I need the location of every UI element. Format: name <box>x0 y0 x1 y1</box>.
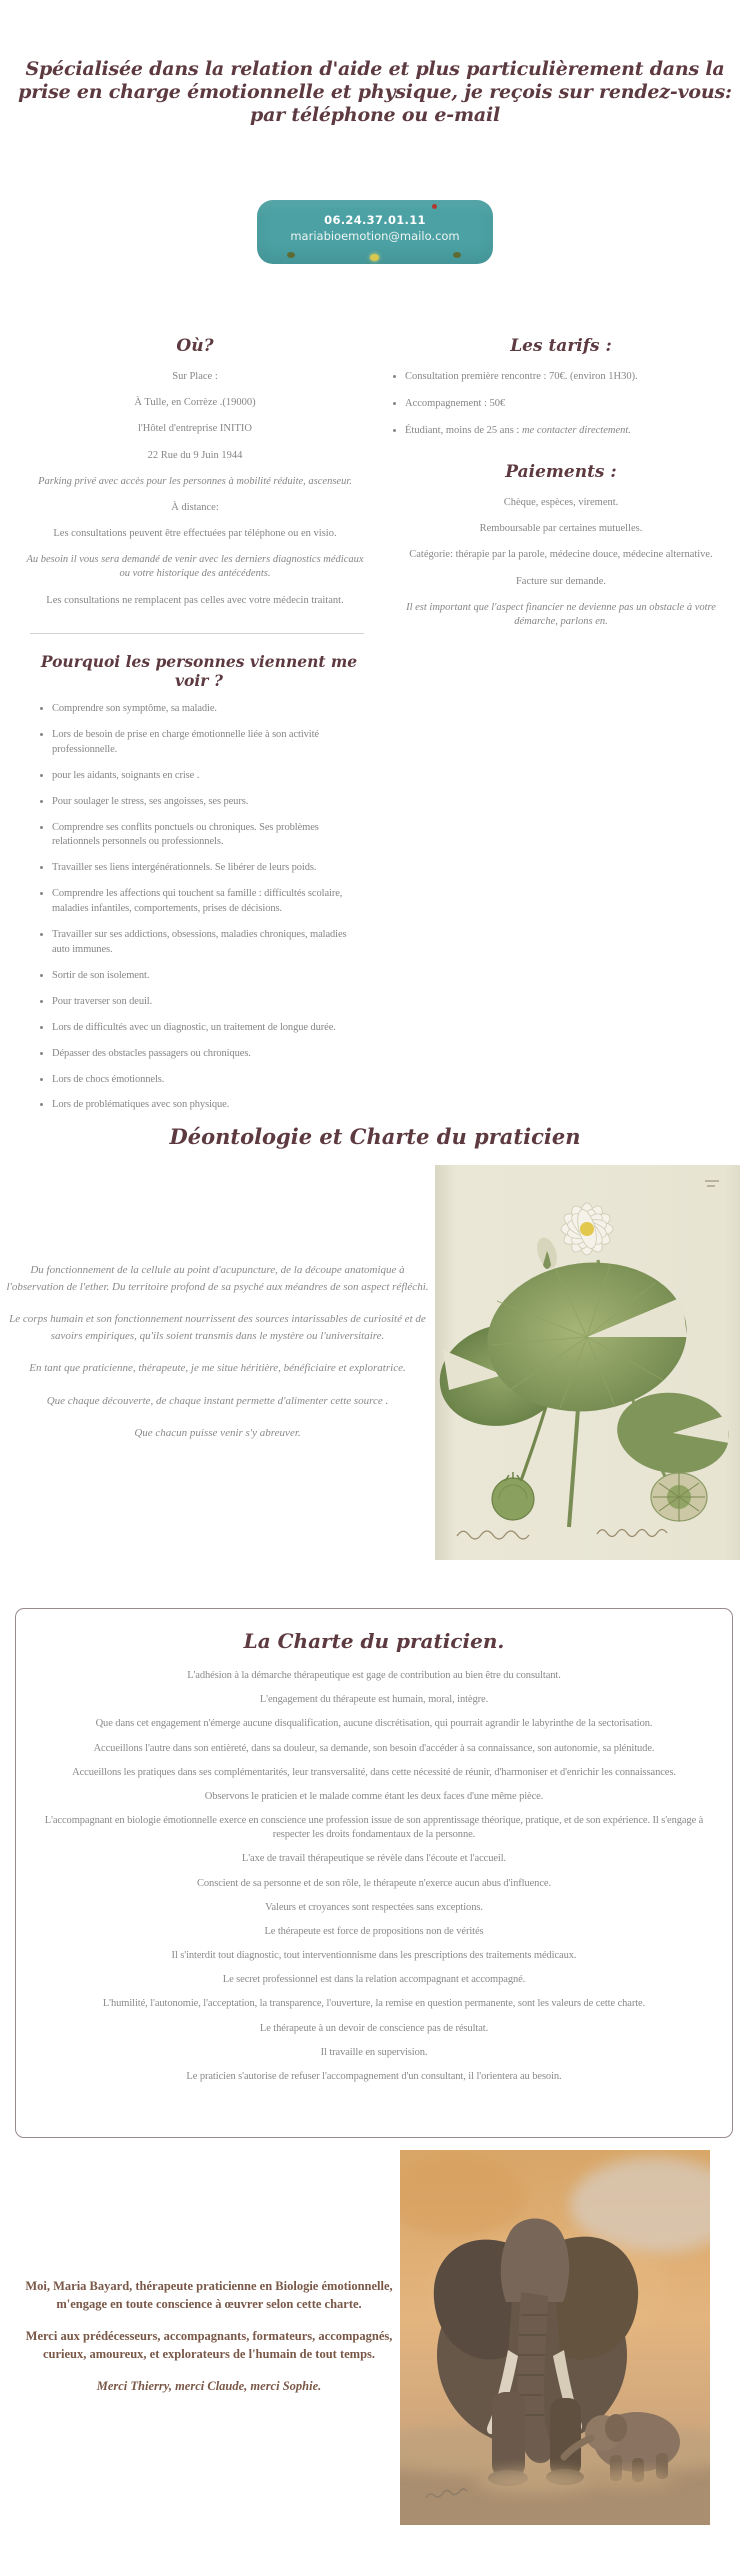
thanks-names: Merci Thierry, merci Claude, merci Sophie. <box>96 2379 322 2393</box>
tarif-item <box>405 370 739 384</box>
section-paiements <box>383 462 739 641</box>
charte-line: Valeurs et croyances sont respectées sans exceptions. <box>265 1901 483 1913</box>
why-bullet: • Dépasser des obstacles passagers ou chroniques. <box>52 1047 362 1062</box>
charte-line: Le praticien s'autorise de refuser l'accompagnement d'un consultant, il l'orientera au besoin. <box>186 2070 562 2082</box>
charte-line: Le secret professionnel est dans la relation accompagnant et accompagné. <box>222 1974 526 1986</box>
deontologie-paragraph: Que chaque découverte, de chaque instant permette d'alimenter cette source . <box>46 1394 389 1407</box>
why-bullet: • Lors de chocs émotionnels. <box>52 1073 362 1088</box>
where-line: 22 Rue du 9 Juin 1944 <box>147 449 243 461</box>
where-heading: Où? <box>176 336 214 356</box>
charte-line: Le thérapeute est force de propositions non de vérités <box>264 1925 484 1937</box>
deontologie-paragraph: Du fonctionnement de la cellule au point d'acupuncture, de la découpe anatomique à l'observation de l'ether. Du territoire profond de sa psyché aux méandres de son aspect réfléchi. <box>6 1264 429 1293</box>
charte-line: Il s'interdit tout diagnostic, tout interventionnisme dans les prescriptions des traitements médicaux. <box>171 1950 577 1962</box>
why-bullet: • Lors de difficultés avec un diagnostic, un traitement de longue durée. <box>52 1021 362 1036</box>
paiement-line: Catégorie: thérapie par la parole, médecine douce, médecine alternative. <box>409 549 713 561</box>
phone-number[interactable]: 06.24.37.01.11 <box>324 213 426 227</box>
elephant-painting <box>400 2150 710 2525</box>
medical-note: Au besoin il vous sera demandé de venir avec les derniers diagnostics médicaux ou votre historique des antécédents. <box>26 554 364 580</box>
why-bullet: • Travailler ses liens intergénérationnels. Se libérer de leurs poids. <box>52 861 362 876</box>
charte-line: Que dans cet engagement n'émerge aucune disqualification, aucune discrétisation, qui pourrait agrandir le labyrinthe de la sectorisation. <box>95 1718 653 1730</box>
charte-line: Il travaille en supervision. <box>320 2046 428 2058</box>
section-why <box>36 652 362 1124</box>
deontologie-text <box>5 1262 430 1458</box>
tarif-text: Consultation première rencontre : 70€. (environ 1H30). <box>405 371 638 382</box>
why-bullet: • Pour soulager le stress, ses angoisses, ses peurs. <box>52 795 362 810</box>
thanks-paragraph: Merci aux prédécesseurs, accompagnants, formateurs, accompagnés, curieux, amoureux, et explorateurs de l'humain de tout temps. <box>25 2329 393 2361</box>
why-bullet: • Comprendre ses conflits ponctuels ou chroniques. Ses problèmes relationnels personnels ou professionnels. <box>52 821 362 851</box>
why-bullet: • pour les aidants, soignants en crise . <box>52 769 362 784</box>
charte-heading: La Charte du praticien. <box>243 1629 505 1653</box>
why-heading: Pourquoi les personnes viennent me voir ? <box>40 652 358 690</box>
charte-line: Conscient de sa personne et de son rôle, le thérapeute n'exerce aucun abus d'influence. <box>197 1877 551 1889</box>
distance-heading: À distance: <box>171 501 219 513</box>
where-line: l'Hôtel d'entreprise INITIO <box>138 423 252 435</box>
where-line: Sur Place : <box>172 371 218 382</box>
paiement-line: Remboursable par certaines mutuelles. <box>479 523 643 535</box>
charte-box <box>15 1608 733 2138</box>
paiement-note: Il est important que l'aspect financier ne devienne pas un obstacle à votre démarche, parlons en. <box>406 601 716 627</box>
why-list <box>36 702 362 1113</box>
water-lily-botanical-illustration <box>435 1165 740 1560</box>
tarif-item <box>405 397 739 411</box>
commitment-paragraph: Moi, Maria Bayard, thérapeute praticienne en Biologie émotionnelle, m'engage en toute conscience à œuvrer selon cette charte. <box>25 2279 393 2311</box>
badge-decoration-dot-icon <box>453 252 461 258</box>
tarif-text: Étudiant, moins de 25 ans : <box>405 425 522 437</box>
deontologie-paragraph: Le corps humain et son fonctionnement nourrissent des sources intarissables de curiosité et de savoirs empiriques, qu'ils soient transmis dans le mystère ou l'universitaire. <box>9 1313 426 1342</box>
charte-line: L'accompagnant en biologie émotionnelle exerce en conscience une profession issue de son apprentissage théorique, pratique, et de son expérience. Il s'engage à respecter les droits fondamentaux de la personne. <box>44 1815 704 1841</box>
section-divider <box>30 633 364 634</box>
deontologie-paragraph: Que chacun puisse venir s'y abreuver. <box>134 1427 301 1439</box>
footer-commitment <box>8 2278 410 2411</box>
parking-note: Parking privé avec accès pour les personnes à mobilité réduite, ascenseur. <box>38 475 352 487</box>
tarif-item <box>405 424 739 438</box>
tarifs-list <box>383 370 739 439</box>
charte-line: L'humilité, l'autonomie, l'acceptation, la transparence, l'ouverture, la remise en question permanente, sont les valeurs de cette charte. <box>102 1998 646 2010</box>
why-bullet: • Sortir de son isolement. <box>52 969 362 984</box>
contact-badge[interactable] <box>257 200 493 264</box>
why-bullet: • Travailler sur ses addictions, obsessions, maladies chroniques, maladies auto immunes. <box>52 928 362 958</box>
why-bullet: • Lors de problématiques avec son physique. <box>52 1098 362 1113</box>
deontologie-heading: Déontologie et Charte du praticien <box>169 1124 581 1149</box>
charte-line: Accueillons l'autre dans son entièreté, dans sa douleur, sa demande, son besoin d'accéder à sa connaissance, son autonomie, sa plénitude. <box>93 1742 655 1754</box>
paiements-heading: Paiements : <box>505 462 617 482</box>
charte-line: Observons le praticien et le malade comme étant les deux faces d'une même pièce. <box>204 1790 544 1802</box>
section-tarifs <box>383 336 739 452</box>
tarifs-heading: Les tarifs : <box>510 336 612 356</box>
charte-line: Accueillons les pratiques dans ses complémentarités, leur transversalité, dans cette nécessité de réunir, d'harmoniser et d'enrichir les connaissances. <box>72 1766 676 1778</box>
elephant-painting-svg <box>400 2150 710 2525</box>
paiement-line: Chèque, espèces, virement. <box>503 497 619 508</box>
charte-line: Le thérapeute à un devoir de conscience pas de résultat. <box>259 2022 489 2034</box>
charte-line: L'axe de travail thérapeutique se révèle dans l'écoute et l'accueil. <box>241 1853 507 1865</box>
why-bullet: • Lors de besoin de prise en charge émotionnelle liée à son activité professionnelle. <box>52 728 362 758</box>
charte-line: L'engagement du thérapeute est humain, moral, intègre. <box>259 1694 489 1706</box>
distance-line: Les consultations peuvent être effectuées par téléphone ou en visio. <box>53 528 337 540</box>
why-bullet: • Comprendre les affections qui touchent sa famille : difficultés scolaire, maladies infantiles, comportements, prises de décisions. <box>52 887 362 917</box>
where-line: À Tulle, en Corrèze .(19000) <box>134 397 256 409</box>
page-title: Spécialisée dans la relation d'aide et plus particulièrement dans la prise en charge émotionnelle et physique, je reçois sur rendez-vous: par téléphone ou e-mail <box>18 58 732 127</box>
water-lily-illustration-svg <box>435 1165 740 1560</box>
email-address[interactable]: mariabioemotion@mailo.com <box>290 229 460 243</box>
section-where <box>25 336 365 620</box>
why-bullet: • Pour traverser son deuil. <box>52 995 362 1010</box>
badge-decoration-dot-icon <box>287 252 295 258</box>
disclaimer-line: Les consultations ne remplacent pas celles avec votre médecin traitant. <box>46 594 344 606</box>
charte-line: L'adhésion à la démarche thérapeutique est gage de contribution au bien être du consultant. <box>187 1670 561 1681</box>
paiement-line: Facture sur demande. <box>515 575 607 587</box>
why-bullet: • Comprendre son symptôme, sa maladie. <box>52 702 362 717</box>
deontologie-paragraph: En tant que praticienne, thérapeute, je me situe héritière, bénéficiaire et exploratrice. <box>29 1362 406 1374</box>
tarif-note: me contacter directement. <box>521 425 631 437</box>
tarif-text: Accompagnement : 50€ <box>405 398 506 410</box>
badge-decoration-dot-icon <box>370 254 379 261</box>
badge-decoration-dot-icon <box>432 204 437 209</box>
